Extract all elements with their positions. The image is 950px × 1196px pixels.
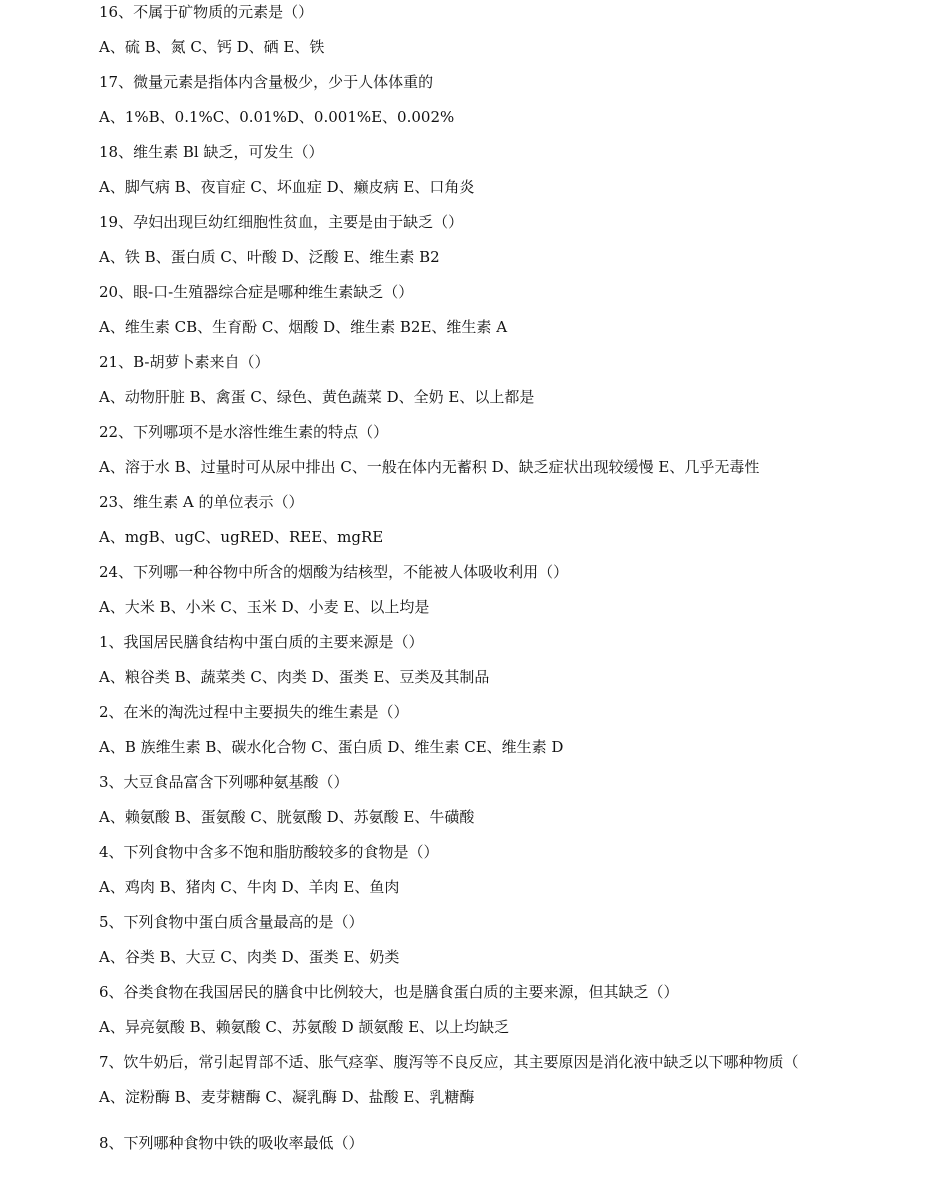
options-7: A、淀粉酶 B、麦芽糖酶 C、凝乳酶 D、盐酸 E、乳糖酶 [99,1088,475,1106]
options-1: A、粮谷类 B、蔬菜类 C、肉类 D、蛋类 E、豆类及其制品 [99,668,490,686]
question-19: 19、孕妇出现巨幼红细胞性贫血，主要是由于缺乏（） [99,213,464,231]
question-17: 17、微量元素是指体内含量极少，少于人体体重的 [99,73,434,91]
question-20: 20、眼-口-生殖器综合症是哪种维生素缺乏（） [99,283,414,301]
options-20: A、维生素 CB、生育酚 C、烟酸 D、维生素 B2E、维生素 A [99,318,508,336]
options-2: A、B 族维生素 B、碳水化合物 C、蛋白质 D、维生素 CE、维生素 D [99,738,564,756]
options-5: A、谷类 B、大豆 C、肉类 D、蛋类 E、奶类 [99,948,400,966]
options-4: A、鸡肉 B、猪肉 C、牛肉 D、羊肉 E、鱼肉 [99,878,400,896]
question-18: 18、维生素 Bl 缺乏，可发生（） [99,143,324,161]
question-8: 8、下列哪种食物中铁的吸收率最低（） [99,1134,364,1152]
question-7: 7、饮牛奶后，常引起胃部不适、胀气痉挛、腹泻等不良反应，其主要原因是消化液中缺乏以下哪种物质（ [99,1053,799,1071]
options-24: A、大米 B、小米 C、玉米 D、小麦 E、以上均是 [99,598,430,616]
question-5: 5、下列食物中蛋白质含量最高的是（） [99,913,364,931]
options-23: A、mgB、ugC、ugRED、REE、mgRE [99,528,384,546]
options-18: A、脚气病 B、夜盲症 C、坏血症 D、癞皮病 E、口角炎 [99,178,475,196]
question-24: 24、下列哪一种谷物中所含的烟酸为结核型，不能被人体吸收利用（） [99,563,569,581]
options-3: A、赖氨酸 B、蛋氨酸 C、胱氨酸 D、苏氨酸 E、牛磺酸 [99,808,475,826]
options-17: A、1%B、0.1%C、0.01%D、0.001%E、0.002% [99,108,455,126]
options-21: A、动物肝脏 B、禽蛋 C、绿色、黄色蔬菜 D、全奶 E、以上都是 [99,388,535,406]
question-16: 16、不属于矿物质的元素是（） [99,3,314,21]
question-6: 6、谷类食物在我国居民的膳食中比例较大，也是膳食蛋白质的主要来源，但其缺乏（） [99,983,679,1001]
options-19: A、铁 B、蛋白质 C、叶酸 D、泛酸 E、维生素 B2 [99,248,440,266]
options-6: A、异亮氨酸 B、赖氨酸 C、苏氨酸 D 颉氨酸 E、以上均缺乏 [99,1018,510,1036]
question-2: 2、在米的淘洗过程中主要损失的维生素是（） [99,703,409,721]
question-1: 1、我国居民膳食结构中蛋白质的主要来源是（） [99,633,424,651]
question-22: 22、下列哪项不是水溶性维生素的特点（） [99,423,389,441]
question-4: 4、下列食物中含多不饱和脂肪酸较多的食物是（） [99,843,439,861]
question-21: 21、B-胡萝卜素来自（） [99,353,270,371]
question-3: 3、大豆食品富含下列哪种氨基酸（） [99,773,349,791]
question-23: 23、维生素 A 的单位表示（） [99,493,304,511]
options-22: A、溶于水 B、过量时可从尿中排出 C、一般在体内无蓄积 D、缺乏症状出现较缓慢 E、几乎无毒性 [99,458,760,476]
options-16: A、硫 B、氮 C、钙 D、硒 E、铁 [99,38,325,56]
